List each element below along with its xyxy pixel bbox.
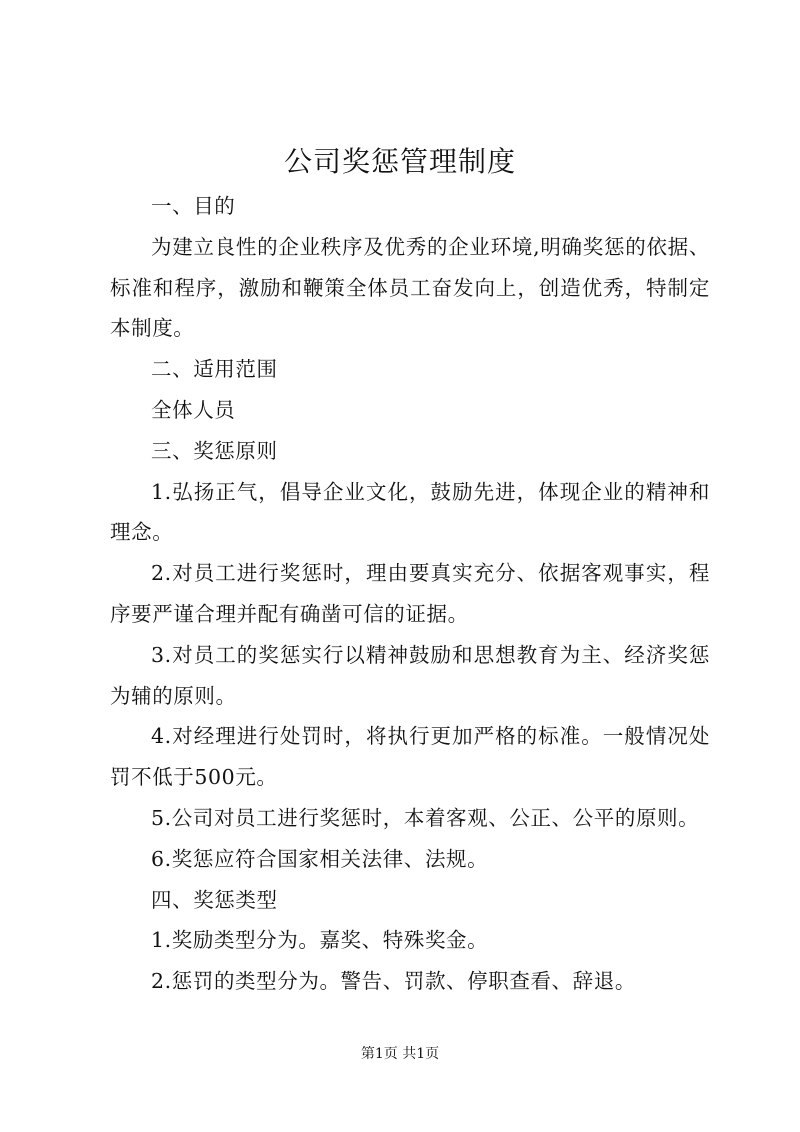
principle-item-2: 2.对员工进行奖惩时，理由要真实充分、依据客观事实，程序要严谨合理并配有确凿可信的证据。 bbox=[110, 561, 710, 626]
type-item-1: 1.奖励类型分为。嘉奖、特殊奖金。 bbox=[151, 928, 489, 953]
principle-item-4: 4.对经理进行处罚时，将执行更加严格的标准。一般情况处罚不低于500元。 bbox=[110, 724, 710, 790]
section-heading-purpose: 一、目的 bbox=[151, 194, 236, 218]
type-item-2: 2.惩罚的类型分为。警告、罚款、停职查看、辞退。 bbox=[151, 969, 636, 994]
principle-item-3: 3.对员工的奖惩实行以精神鼓励和思想教育为主、经济奖惩为辅的原则。 bbox=[110, 642, 710, 708]
principle-item-5: 5.公司对员工进行奖惩时，本着客观、公正、公平的原则。 bbox=[151, 805, 700, 830]
document-body bbox=[110, 186, 710, 1002]
principle-item-6: 6.奖惩应符合国家相关法律、法规。 bbox=[151, 846, 489, 871]
document-title: 公司奖惩管理制度 bbox=[283, 145, 516, 178]
section-heading-types: 四、奖惩类型 bbox=[151, 887, 278, 912]
principle-item-1: 1.弘扬正气，倡导企业文化，鼓励先进，体现企业的精神和理念。 bbox=[110, 479, 710, 545]
purpose-paragraph: 为建立良性的企业秩序及优秀的企业环境,明确奖惩的依据、标准和程序，激励和鞭策全体员工奋发向上，创造优秀，特制定本制度。 bbox=[110, 234, 710, 341]
page-footer: 第1页 共1页 bbox=[360, 1046, 440, 1062]
section-heading-principles: 三、奖惩原则 bbox=[151, 438, 278, 463]
section-heading-scope: 二、适用范围 bbox=[151, 357, 278, 382]
scope-paragraph: 全体人员 bbox=[151, 397, 236, 422]
